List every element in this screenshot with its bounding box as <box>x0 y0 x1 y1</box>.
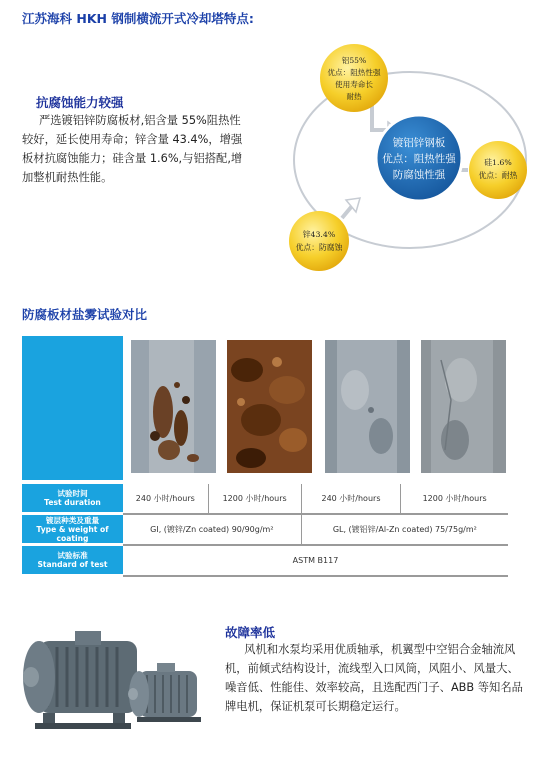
svg-text:优点：防腐蚀: 优点：防腐蚀 <box>295 243 343 252</box>
coating-gl-cell: GL, (镀铝锌/Al-Zn coated) 75/75g/m² <box>301 514 508 545</box>
duration-cell: 1200 小时/hours <box>208 484 301 514</box>
svg-text:耐热: 耐热 <box>346 92 362 101</box>
salt-spray-table <box>22 484 508 577</box>
center-line-3: 防腐蚀性强 <box>392 169 446 181</box>
center-line-1: 镀铝锌钢板 <box>392 137 446 149</box>
coating-gi-cell: GI, (镀锌/Zn coated) 90/90g/m² <box>123 514 301 545</box>
sample-photo-gi-1200h <box>227 340 312 473</box>
zinc-bubble <box>289 211 349 271</box>
standard-cell: ASTM B117 <box>123 545 508 576</box>
sample-photo-gl-240h <box>325 340 410 473</box>
table-row <box>22 514 508 545</box>
duration-cell: 240 小时/hours <box>301 484 401 514</box>
svg-text:铝55%: 铝55% <box>341 56 367 65</box>
sample-photo-gl-1200h <box>421 340 506 473</box>
feature-heading: 江苏海科 HKH 钢制横流开式冷却塔特点: <box>22 11 254 26</box>
coating-composition-diagram <box>272 38 542 273</box>
svg-text:优点：耐热: 优点：耐热 <box>478 171 518 180</box>
failure-rate-text: 风机和水泵均采用优质轴承，机翼型中空铝合金轴流风机，前倾式结构设计，流线型入口风筒，风阻小、风量大、噪音低、性能佳、效率较高，且选配西门子、ABB 等知名品牌电机，保证机泵可长期稳定运行。 <box>225 643 523 713</box>
duration-label: 试验时间 Test duration <box>22 484 123 514</box>
svg-text:优点：阻热性强: 优点：阻热性强 <box>327 68 381 77</box>
sample-photo-gi-240h <box>131 340 216 473</box>
duration-cell: 1200 小时/hours <box>401 484 508 514</box>
svg-text:硅1.6%: 硅1.6% <box>484 158 512 167</box>
arrow-left <box>342 206 352 218</box>
corrosion-title: 抗腐蚀能力较强 <box>36 95 124 110</box>
aluminium-bubble <box>320 44 388 112</box>
salt-spray-photos <box>22 336 508 480</box>
silicon-bubble <box>469 141 527 199</box>
salt-spray-heading: 防腐板材盐雾试验对比 <box>22 307 148 322</box>
center-line-2: 优点：阻热性强 <box>382 153 456 165</box>
corrosion-text: 严选镀铝锌防腐板材,铝含量 55%阻热性较好，延长使用寿命；锌含量 43.4%，增强板材抗腐蚀能力；硅含量 1.6%,与铝搭配,增加整机耐热性能。 <box>22 114 243 184</box>
table-row <box>22 545 508 576</box>
table-row <box>22 484 508 514</box>
svg-text:锌43.4%: 锌43.4% <box>302 230 336 239</box>
coating-label: 镀层种类及重量 Type & weight of coating <box>22 514 123 545</box>
svg-text:使用寿命长: 使用寿命长 <box>335 80 373 89</box>
standard-label: 试验标准 Standard of test <box>22 545 123 576</box>
duration-cell: 240 小时/hours <box>123 484 208 514</box>
photo-label-band <box>22 336 123 480</box>
motor-photo <box>17 619 210 753</box>
failure-rate-title: 故障率低 <box>225 625 276 640</box>
